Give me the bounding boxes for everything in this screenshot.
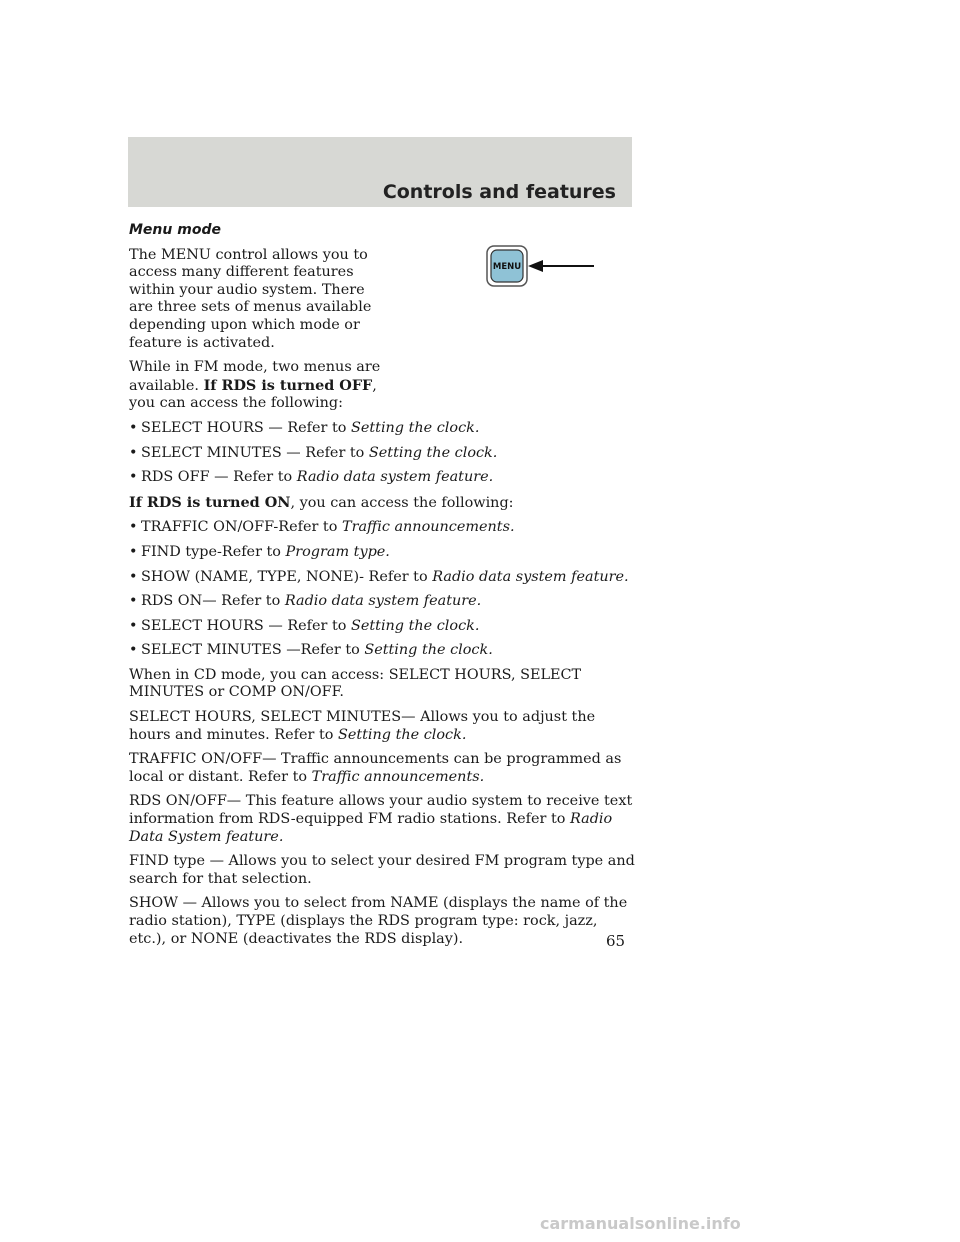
show-paragraph: SHOW — Allows you to select from NAME (displays the name of the radio station), TYPE (displays the RDS program type: rock, jazz, etc.), or NONE (deactivates the RDS display).: [129, 895, 628, 947]
rds-paragraph: RDS ON/OFF— This feature allows your audio system to receive text information from RDS-equipped FM radio stations. Refer to Radio Data System feature.: [129, 793, 633, 845]
list-item: • SHOW (NAME, TYPE, NONE)- Refer to Radio data system feature.: [129, 568, 629, 585]
intro-paragraph: The MENU control allows you to access many different features within your audio system. There are three sets of menus available depending upon which mode or feature is activated.: [129, 246, 372, 351]
list-item: • SELECT HOURS — Refer to Setting the clock.: [129, 617, 480, 634]
page-number: 65: [606, 932, 626, 950]
list-item: • SELECT MINUTES — Refer to Setting the clock.: [129, 444, 498, 461]
rds-on-paragraph: If RDS is turned ON, you can access the following:: [129, 493, 514, 511]
rds-off-list: [129, 420, 635, 487]
section-heading: Menu mode: [129, 222, 221, 238]
traffic-paragraph: TRAFFIC ON/OFF— Traffic announcements can be programmed as local or distant. Refer to Traffic announcements.: [129, 751, 622, 785]
page-header: [128, 137, 632, 207]
find-paragraph: FIND type — Allows you to select your desired FM program type and search for that selection.: [129, 853, 635, 887]
watermark: carmanualsonline.info: [540, 1214, 741, 1233]
cd-mode-paragraph: When in CD mode, you can access: SELECT HOURS, SELECT MINUTES or COMP ON/OFF.: [129, 666, 582, 701]
rds-on-list: [129, 519, 635, 660]
list-item: • SELECT MINUTES —Refer to Setting the clock.: [129, 642, 493, 659]
fm-mode-paragraph: While in FM mode, two menus are available. If RDS is turned OFF, you can access the following:: [129, 359, 381, 412]
page-content: [129, 222, 635, 955]
select-paragraph: SELECT HOURS, SELECT MINUTES— Allows you to adjust the hours and minutes. Refer to Setting the clock.: [129, 709, 596, 743]
list-item: • RDS OFF — Refer to Radio data system feature.: [129, 469, 494, 486]
header-title: Controls and features: [382, 181, 616, 203]
list-item: • RDS ON— Refer to Radio data system feature.: [129, 593, 482, 610]
list-item: • FIND type-Refer to Program type.: [129, 543, 390, 560]
list-item: • TRAFFIC ON/OFF-Refer to Traffic announcements.: [129, 519, 515, 536]
list-item: • SELECT HOURS — Refer to Setting the clock.: [129, 419, 480, 436]
menu-button-label: MENU: [492, 262, 522, 272]
